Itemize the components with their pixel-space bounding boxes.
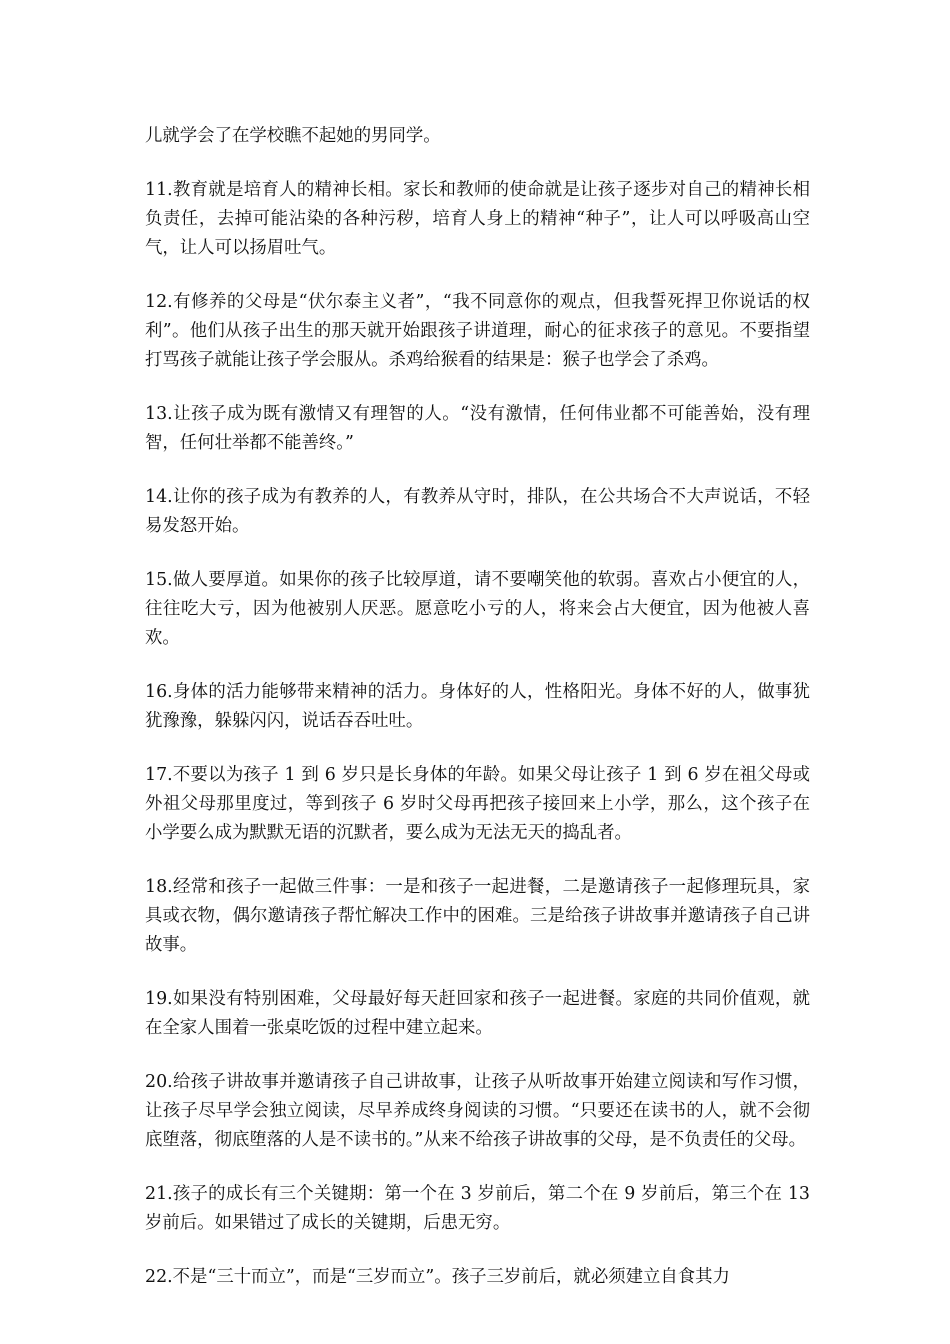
paragraph-16: 16.身体的活力能够带来精神的活力。身体好的人，性格阳光。身体不好的人，做事犹犹豫豫，躲躲闪闪，说话吞吞吐吐。 — [145, 682, 810, 731]
paragraph-18: 18.经常和孩子一起做三件事：一是和孩子一起进餐，二是邀请孩子一起修理玩具，家具或衣物，偶尔邀请孩子帮忙解决工作中的困难。三是给孩子讲故事并邀请孩子自己讲故事。 — [145, 877, 810, 955]
paragraph-13: 13.让孩子成为既有激情又有理智的人。“没有激情，任何伟业都不可能善始，没有理智，任何壮举都不能善终。” — [145, 404, 810, 453]
paragraph-20: 20.给孩子讲故事并邀请孩子自己讲故事，让孩子从听故事开始建立阅读和写作习惯，让孩子尽早学会独立阅读，尽早养成终身阅读的习惯。“只要还在读书的人，就不会彻底堕落，彻底堕落的人是不读书的。”从来不给孩子讲故事的父母，是不负责任的父母。 — [145, 1072, 810, 1150]
paragraph-14: 14.让你的孩子成为有教养的人，有教养从守时，排队，在公共场合不大声说话，不轻易发怒开始。 — [145, 487, 810, 536]
paragraph-12: 12.有修养的父母是“伏尔泰主义者”，“我不同意你的观点，但我誓死捍卫你说话的权利”。他们从孩子出生的那天就开始跟孩子讲道理，耐心的征求孩子的意见。不要指望打骂孩子就能让孩子学会服从。杀鸡给猴看的结果是：猴子也学会了杀鸡。 — [145, 292, 810, 370]
paragraph-15: 15.做人要厚道。如果你的孩子比较厚道，请不要嘲笑他的软弱。喜欢占小便宜的人，往往吃大亏，因为他被别人厌恶。愿意吃小亏的人，将来会占大便宜，因为他被人喜欢。 — [145, 570, 810, 648]
document-body — [145, 122, 810, 1317]
paragraph-19: 19.如果没有特别困难，父母最好每天赶回家和孩子一起进餐。家庭的共同价值观，就在全家人围着一张桌吃饭的过程中建立起来。 — [145, 989, 810, 1038]
paragraph-21: 21.孩子的成长有三个关键期：第一个在 3 岁前后，第二个在 9 岁前后，第三个在 13 岁前后。如果错过了成长的关键期，后患无穷。 — [145, 1184, 810, 1233]
paragraph-22: 22.不是“三十而立”，而是“三岁而立”。孩子三岁前后，就必须建立自食其力 — [145, 1267, 730, 1287]
paragraph-continuation: 儿就学会了在学校瞧不起她的男同学。 — [145, 126, 441, 146]
paragraph-11: 11.教育就是培育人的精神长相。家长和教师的使命就是让孩子逐步对自己的精神长相负责任，去掉可能沾染的各种污秽，培育人身上的精神“种子”，让人可以呼吸高山空气，让人可以扬眉吐气。 — [145, 180, 810, 258]
paragraph-17: 17.不要以为孩子 1 到 6 岁只是长身体的年龄。如果父母让孩子 1 到 6 岁在祖父母或外祖父母那里度过，等到孩子 6 岁时父母再把孩子接回来上小学，那么，这个孩子在小学要么成为默默无语的沉默者，要么成为无法无天的捣乱者。 — [145, 765, 810, 843]
